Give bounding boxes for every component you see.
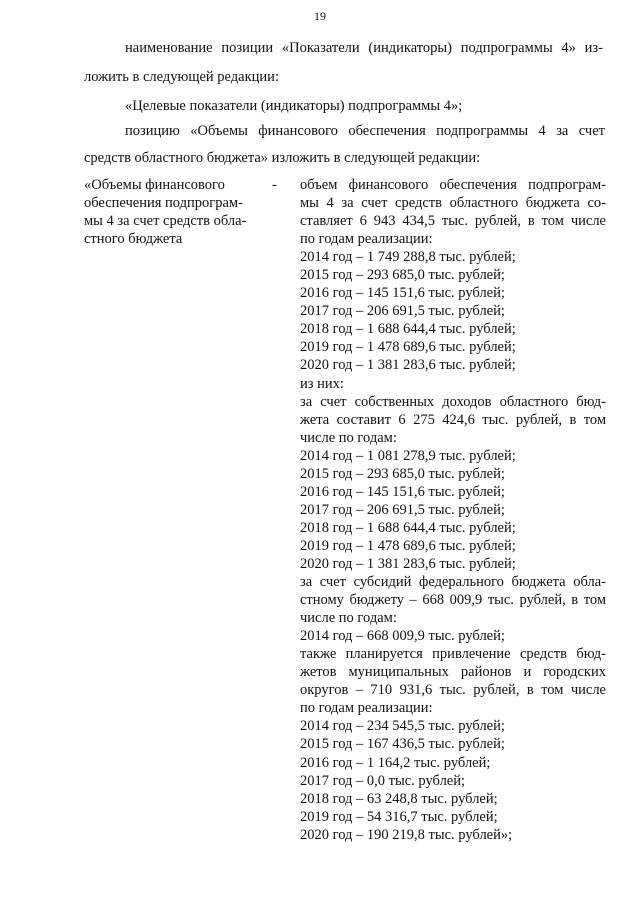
intro-line-4: позицию «Объемы финансового обеспечения подпрограммы 4 за счет: [125, 123, 605, 139]
right-line: 2019 год – 1 478 689,6 тыс. рублей;: [300, 537, 516, 554]
right-line: жетов муниципальных районов и городских: [300, 664, 606, 681]
right-line: 2015 год – 293 685,0 тыс. рублей;: [300, 267, 505, 284]
right-line: округов – 710 931,6 тыс. рублей, в том числе: [300, 682, 606, 699]
right-line: 2020 год – 1 381 283,6 тыс. рублей;: [300, 357, 516, 374]
right-line: за счет собственных доходов областного бюд-: [300, 393, 606, 410]
right-line: мы 4 за счет средств областного бюджета со-: [300, 195, 606, 212]
right-line: числе по годам:: [300, 610, 397, 627]
left-line: обеспечения подпрограм-: [84, 195, 243, 211]
intro-line-3: «Целевые показатели (индикаторы) подпрограммы 4»;: [125, 98, 463, 114]
right-line: также планируется привлечение средств бюд-: [300, 646, 606, 663]
right-line: по годам реализации:: [300, 700, 433, 717]
right-line: 2019 год – 54 316,7 тыс. рублей;: [300, 808, 498, 825]
right-line: 2014 год – 1 081 278,9 тыс. рублей;: [300, 447, 516, 464]
right-line: 2016 год – 145 151,6 тыс. рублей;: [300, 285, 505, 302]
right-line: 2016 год – 1 164,2 тыс. рублей;: [300, 754, 491, 771]
left-line: стного бюджета: [84, 231, 183, 247]
table-right-cell: [300, 176, 606, 844]
right-line: жета составит 6 275 424,6 тыс. рублей, в том: [300, 411, 606, 428]
right-line: 2015 год – 293 685,0 тыс. рублей;: [300, 465, 505, 482]
right-line: 2018 год – 1 688 644,4 тыс. рублей;: [300, 519, 516, 536]
right-line: 2020 год – 1 381 283,6 тыс. рублей;: [300, 555, 516, 572]
right-line: 2018 год – 63 248,8 тыс. рублей;: [300, 790, 498, 807]
table-dash: -: [272, 177, 277, 193]
right-line: объем финансового обеспечения подпрограм-: [300, 177, 606, 193]
right-line: из них:: [300, 375, 344, 392]
right-line: ставляет 6 943 434,5 тыс. рублей, в том числе: [300, 213, 606, 230]
right-line: 2014 год – 668 009,9 тыс. рублей;: [300, 628, 505, 645]
right-line: стному бюджету – 668 009,9 тыс. рублей, в том: [300, 592, 606, 609]
page-number: 19: [314, 9, 326, 23]
intro-line-5: средств областного бюджета» изложить в следующей редакции:: [84, 150, 481, 166]
right-line: 2014 год – 1 749 288,8 тыс. рублей;: [300, 249, 516, 266]
right-line: 2019 год – 1 478 689,6 тыс. рублей;: [300, 339, 516, 356]
right-line: 2017 год – 206 691,5 тыс. рублей;: [300, 501, 505, 518]
left-line: мы 4 за счет средств обла-: [84, 213, 247, 229]
intro-line-1: наименование позиции «Показатели (индикаторы) подпрограммы 4» из-: [125, 40, 603, 56]
right-line: 2014 год – 234 545,5 тыс. рублей;: [300, 718, 505, 735]
right-line: 2016 год – 145 151,6 тыс. рублей;: [300, 483, 505, 500]
right-line: за счет субсидий федерального бюджета обла-: [300, 574, 606, 591]
intro-line-2: ложить в следующей редакции:: [84, 69, 279, 85]
right-line: 2017 год – 0,0 тыс. рублей;: [300, 772, 466, 789]
right-line: 2020 год – 190 219,8 тыс. рублей»;: [300, 826, 513, 843]
left-line: «Объемы финансового: [84, 177, 225, 193]
right-line: 2017 год – 206 691,5 тыс. рублей;: [300, 303, 505, 320]
right-line: 2018 год – 1 688 644,4 тыс. рублей;: [300, 321, 516, 338]
right-line: 2015 год – 167 436,5 тыс. рублей;: [300, 736, 505, 753]
right-line: по годам реализации:: [300, 231, 433, 248]
table-left-cell: [84, 176, 264, 248]
right-line: числе по годам:: [300, 429, 397, 446]
